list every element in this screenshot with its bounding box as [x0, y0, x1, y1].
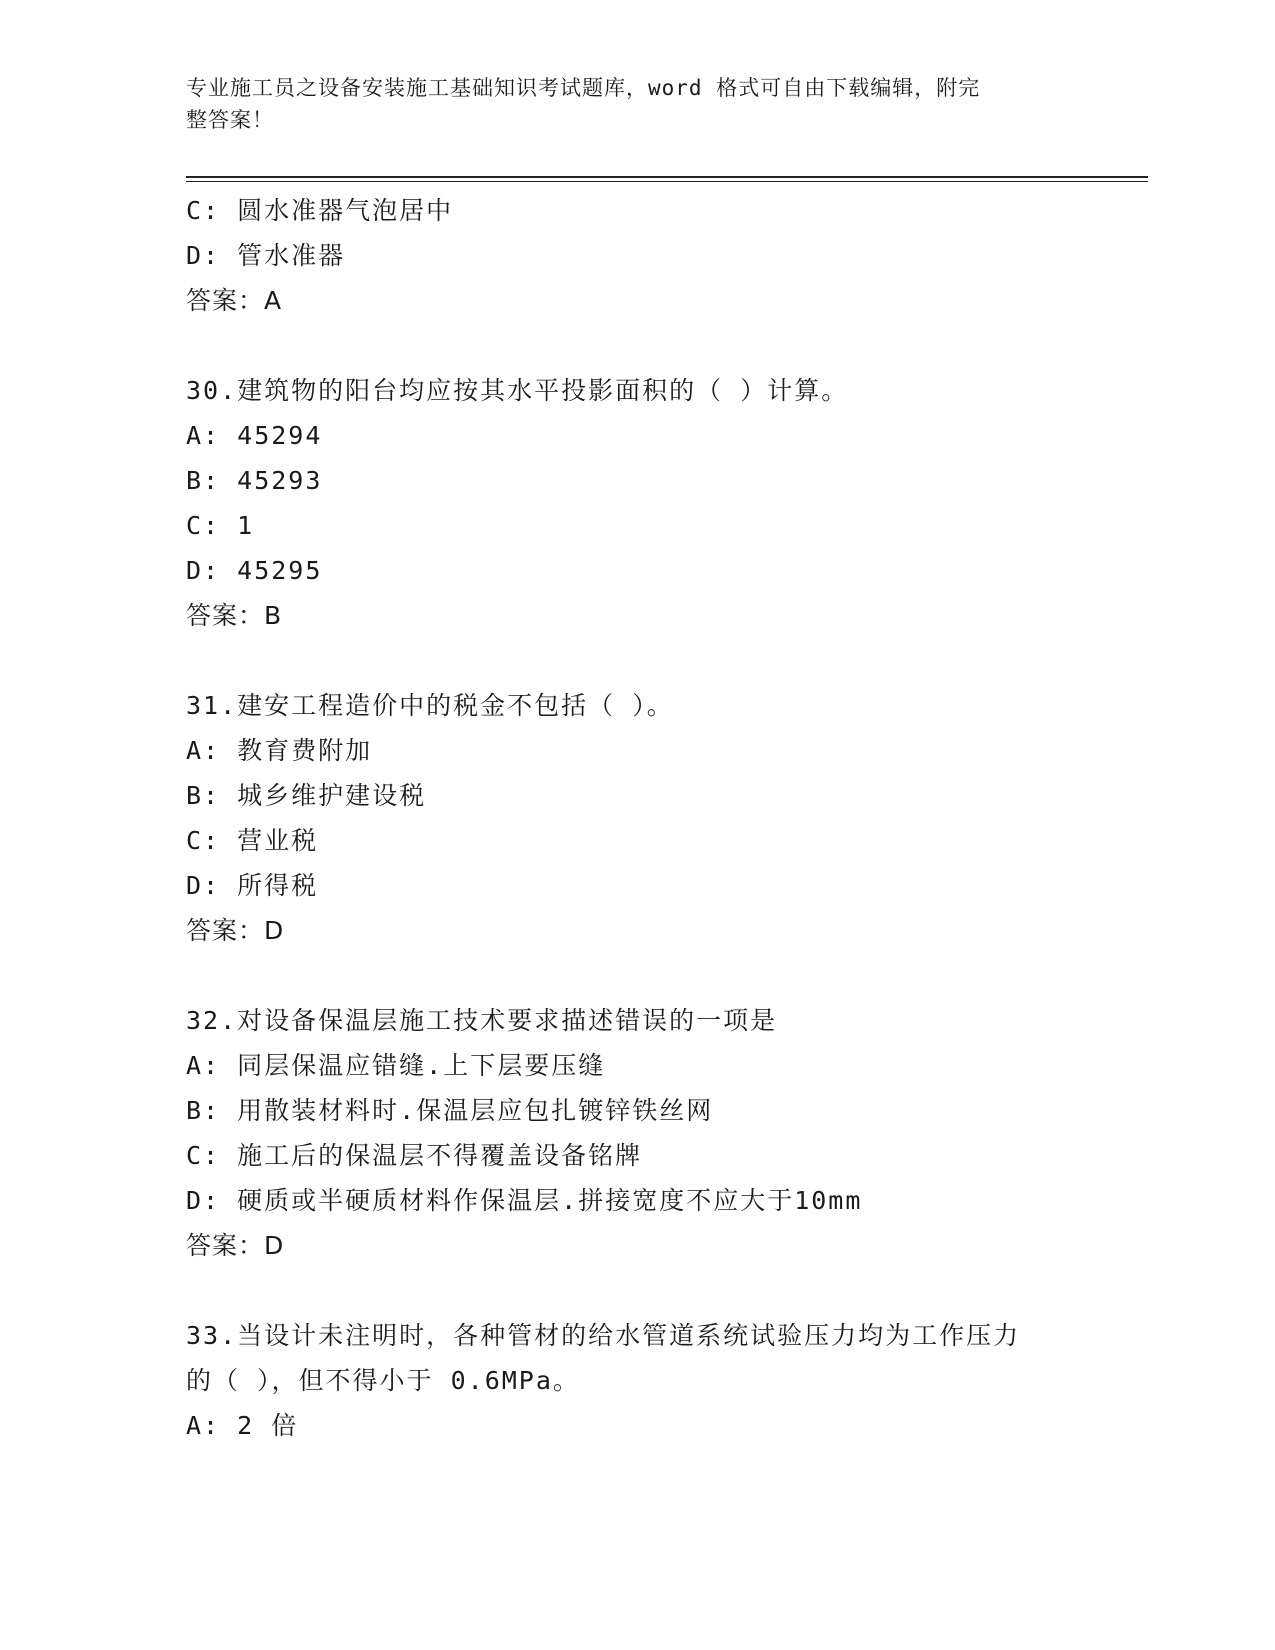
option-c: C: 圆水准器气泡居中	[186, 196, 454, 225]
option-a: A: 教育费附加	[186, 736, 373, 765]
question-32	[186, 998, 1086, 1268]
option-d: D: 所得税	[186, 871, 319, 900]
option-b: B: 用散装材料时.保温层应包扎镀锌铁丝网	[186, 1096, 714, 1125]
option-b: B: 45293	[186, 466, 323, 495]
header-divider-thick	[186, 176, 1148, 178]
option-c: C: 营业税	[186, 826, 319, 855]
answer: 答案：D	[186, 1231, 285, 1260]
question-content	[186, 188, 1086, 1448]
question-29-partial	[186, 188, 1086, 323]
question-stem: 32.对设备保温层施工技术要求描述错误的一项是	[186, 1006, 778, 1035]
header-line-1: 专业施工员之设备安装施工基础知识考试题库，word 格式可自由下载编辑，附完	[186, 76, 981, 100]
question-stem-line-2: 的（ ），但不得小于 0.6MPa。	[186, 1366, 580, 1395]
question-30	[186, 368, 1086, 638]
option-b: B: 城乡维护建设税	[186, 781, 427, 810]
question-stem: 31.建安工程造价中的税金不包括（ ）。	[186, 691, 674, 720]
option-d: D: 45295	[186, 556, 323, 585]
question-33	[186, 1313, 1086, 1448]
option-a: A: 同层保温应错缝.上下层要压缝	[186, 1051, 606, 1080]
option-c: C: 施工后的保温层不得覆盖设备铭牌	[186, 1141, 643, 1170]
question-stem: 30.建筑物的阳台均应按其水平投影面积的（ ）计算。	[186, 376, 849, 405]
option-d: D: 管水准器	[186, 241, 346, 270]
question-stem-line-1: 33.当设计未注明时，各种管材的给水管道系统试验压力均为工作压力	[186, 1321, 1021, 1350]
option-d: D: 硬质或半硬质材料作保温层.拼接宽度不应大于10mm	[186, 1186, 863, 1215]
header-divider-thin	[186, 181, 1148, 182]
header-line-2: 整答案！	[186, 108, 274, 132]
answer: 答案：D	[186, 916, 285, 945]
option-a: A: 45294	[186, 421, 323, 450]
document-header	[186, 72, 1066, 136]
question-31	[186, 683, 1086, 953]
option-c: C: 1	[186, 511, 255, 540]
answer: 答案：B	[186, 601, 283, 630]
option-a: A: 2 倍	[186, 1411, 299, 1440]
answer: 答案：A	[186, 286, 283, 315]
